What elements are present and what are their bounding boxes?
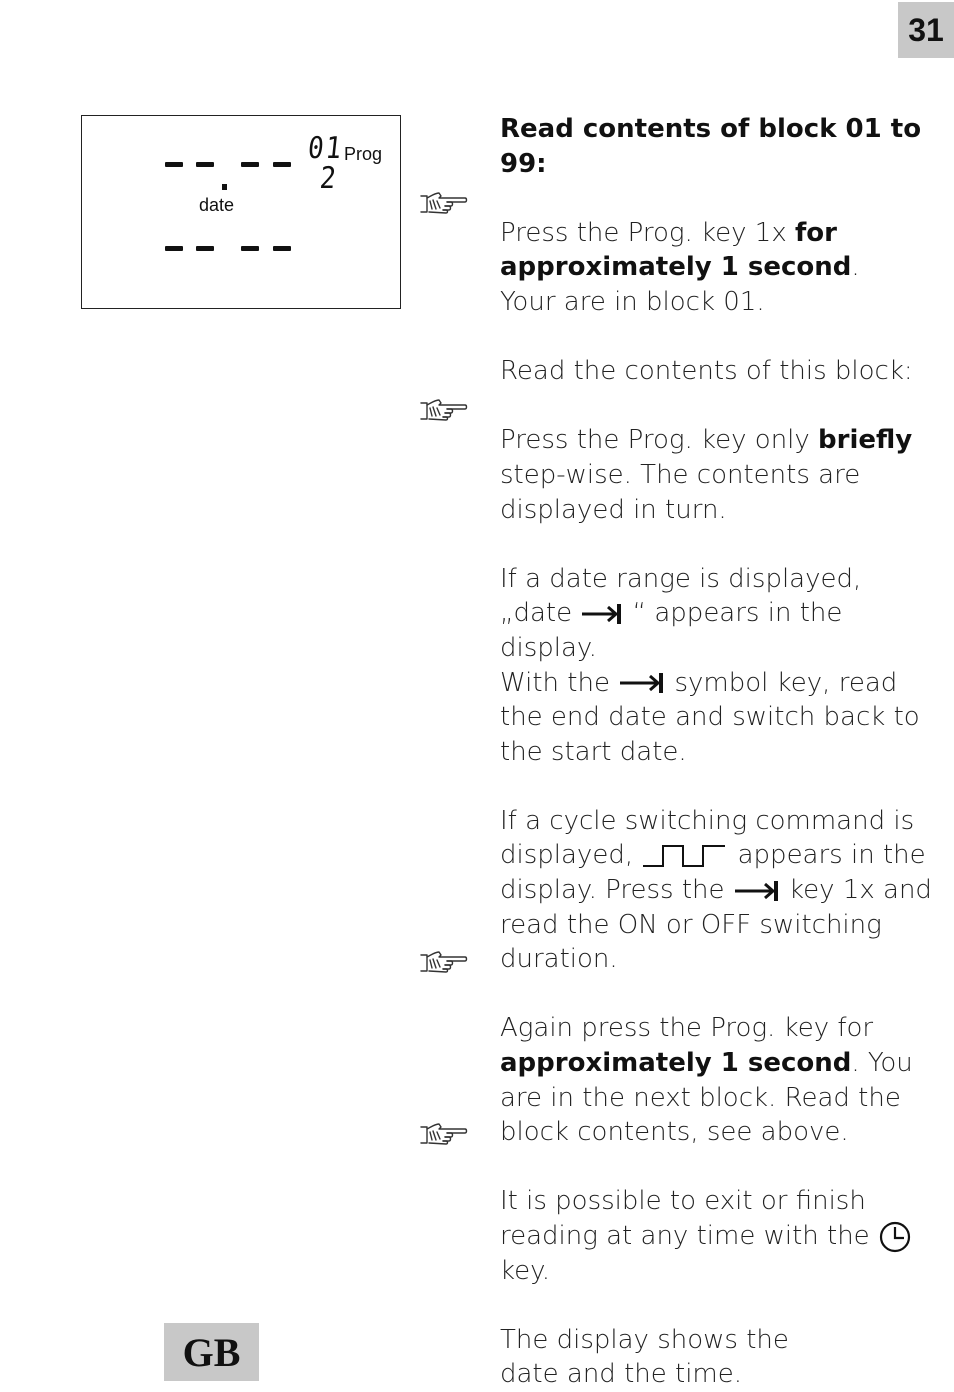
arrow-to-bar-icon <box>618 671 666 695</box>
cycle-text: If a cycle switching command is displayed, appears in the display. Press the key 1x and read the ON or OFF switching duration. <box>500 805 932 975</box>
arrow-to-bar-icon <box>733 879 781 903</box>
cycle-pulse-icon <box>641 842 729 870</box>
lcd-colon-dot <box>222 184 227 190</box>
step-next-block: Again press the Prog. key for approximately 1 second. You are in the next block. Read the block contents, see above. <box>500 1013 913 1148</box>
read-block-text: Read the contents of this block: <box>500 356 913 387</box>
pointing-hand-icon <box>419 190 469 216</box>
pointing-hand-icon <box>419 397 469 423</box>
step-hold-prog: Press the Prog. key 1x for approximately 1 second. <box>500 217 860 283</box>
lcd-dash <box>241 246 259 251</box>
lcd-display <box>81 115 401 309</box>
arrow-to-bar-icon <box>580 602 624 626</box>
section-heading: Read contents of block 01 to 99: <box>500 114 922 179</box>
lcd-dash <box>165 162 183 167</box>
lcd-date-label: date <box>199 195 235 215</box>
step-press-briefly: Press the Prog. key only briefly step-wise. The contents are displayed in turn. <box>500 425 913 525</box>
lcd-step-number: 2 <box>318 161 340 197</box>
pointing-hand-icon <box>419 949 469 975</box>
lcd-dash <box>273 162 291 167</box>
instruction-text <box>500 112 940 1392</box>
lcd-dash <box>165 246 183 251</box>
lcd-block-number: 01 <box>306 131 346 167</box>
pointing-hand-icon <box>419 1121 469 1147</box>
lcd-prog-label: Prog <box>344 144 383 164</box>
step-block-info: Your are in block 01. <box>500 286 765 317</box>
lcd-dash <box>196 162 214 167</box>
page-number: 31 <box>898 2 954 58</box>
language-tab: GB <box>164 1323 259 1381</box>
final-text: The display shows the date and the time. <box>500 1324 789 1390</box>
date-range-text: If a date range is displayed, „date “ appears in the display. With the symbol key, read the end date and switch back to the start date. <box>500 563 920 767</box>
lcd-dash <box>273 246 291 251</box>
lcd-dash <box>196 246 214 251</box>
lcd-dash <box>241 162 259 167</box>
step-exit: It is possible to exit or finish reading at any time with the key. <box>500 1184 940 1288</box>
clock-icon <box>878 1220 912 1254</box>
